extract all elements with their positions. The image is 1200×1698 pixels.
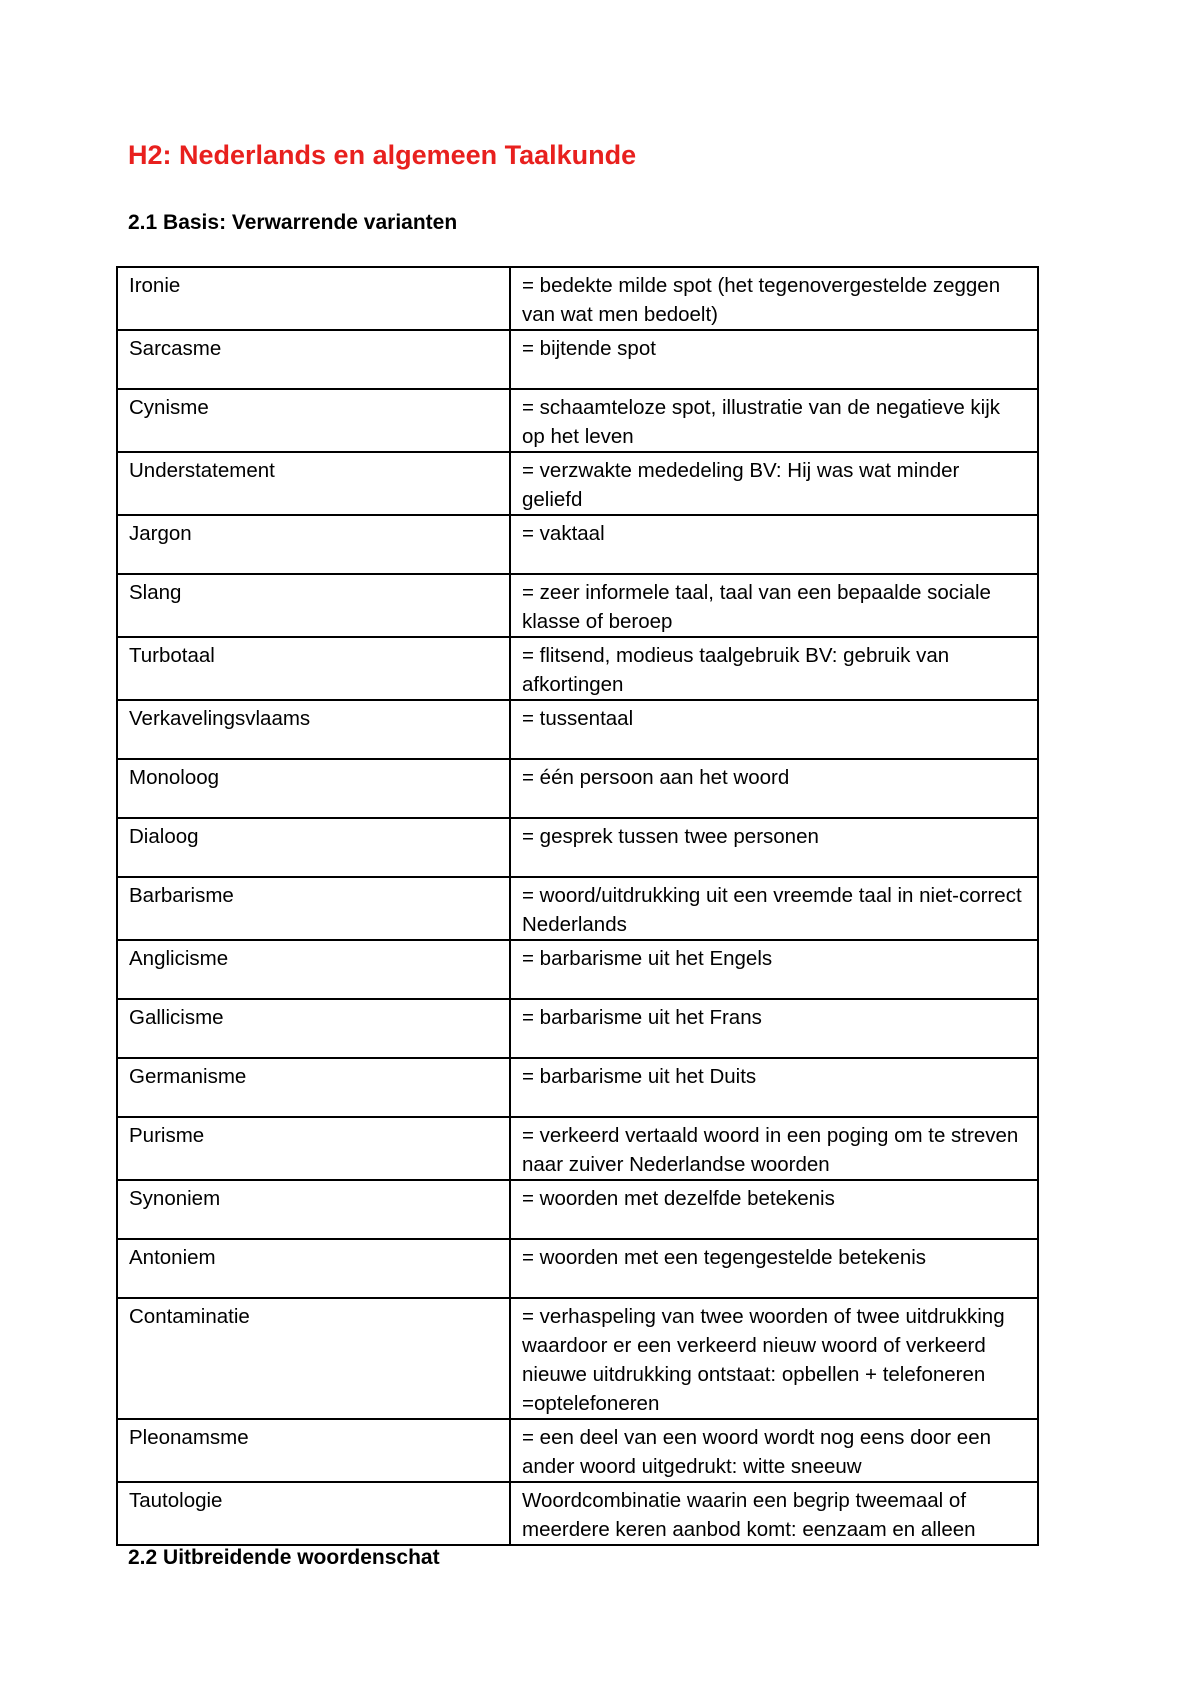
terms-table bbox=[116, 266, 1039, 1546]
table-row bbox=[117, 877, 1038, 940]
table-row bbox=[117, 515, 1038, 574]
term-cell: Contaminatie bbox=[117, 1298, 510, 1419]
term-cell: Synoniem bbox=[117, 1180, 510, 1239]
table-row bbox=[117, 452, 1038, 515]
definition-cell: = flitsend, modieus taalgebruik BV: gebruik van afkortingen bbox=[510, 637, 1038, 700]
table-row bbox=[117, 1419, 1038, 1482]
definition-cell: = verhaspeling van twee woorden of twee uitdrukking waardoor er een verkeerd nieuw woord of verkeerd nieuwe uitdrukking ontstaat: opbellen + telefoneren =optelefoneren bbox=[510, 1298, 1038, 1419]
definition-cell: = gesprek tussen twee personen bbox=[510, 818, 1038, 877]
section-heading-woordenschat: 2.2 Uitbreidende woordenschat bbox=[128, 1546, 440, 1569]
table-row bbox=[117, 759, 1038, 818]
term-cell: Germanisme bbox=[117, 1058, 510, 1117]
table-row bbox=[117, 637, 1038, 700]
term-cell: Ironie bbox=[117, 267, 510, 330]
table-row bbox=[117, 940, 1038, 999]
table-row bbox=[117, 1180, 1038, 1239]
table-row bbox=[117, 267, 1038, 330]
definition-cell: = barbarisme uit het Frans bbox=[510, 999, 1038, 1058]
section-heading-basis: 2.1 Basis: Verwarrende varianten bbox=[128, 211, 458, 234]
definition-cell: = woorden met een tegengestelde betekenis bbox=[510, 1239, 1038, 1298]
table-row bbox=[117, 574, 1038, 637]
definition-cell: = woord/uitdrukking uit een vreemde taal in niet-correct Nederlands bbox=[510, 877, 1038, 940]
definition-cell: = een deel van een woord wordt nog eens door een ander woord uitgedrukt: witte sneeuw bbox=[510, 1419, 1038, 1482]
definition-cell: = bedekte milde spot (het tegenovergestelde zeggen van wat men bedoelt) bbox=[510, 267, 1038, 330]
table-row bbox=[117, 818, 1038, 877]
term-cell: Tautologie bbox=[117, 1482, 510, 1545]
term-cell: Gallicisme bbox=[117, 999, 510, 1058]
term-cell: Purisme bbox=[117, 1117, 510, 1180]
definition-cell: = tussentaal bbox=[510, 700, 1038, 759]
table-row bbox=[117, 700, 1038, 759]
term-cell: Cynisme bbox=[117, 389, 510, 452]
term-cell: Verkavelingsvlaams bbox=[117, 700, 510, 759]
table-row bbox=[117, 1482, 1038, 1545]
definition-cell: = één persoon aan het woord bbox=[510, 759, 1038, 818]
table-row bbox=[117, 1117, 1038, 1180]
definition-cell: = woorden met dezelfde betekenis bbox=[510, 1180, 1038, 1239]
table-row bbox=[117, 1239, 1038, 1298]
definition-cell: = vaktaal bbox=[510, 515, 1038, 574]
term-cell: Jargon bbox=[117, 515, 510, 574]
definition-cell: = verkeerd vertaald woord in een poging om te streven naar zuiver Nederlandse woorden bbox=[510, 1117, 1038, 1180]
table-row bbox=[117, 389, 1038, 452]
table-row bbox=[117, 1058, 1038, 1117]
table-row bbox=[117, 1298, 1038, 1419]
definition-cell: Woordcombinatie waarin een begrip tweemaal of meerdere keren aanbod komt: eenzaam en alleen bbox=[510, 1482, 1038, 1545]
table-row bbox=[117, 330, 1038, 389]
definition-cell: = schaamteloze spot, illustratie van de negatieve kijk op het leven bbox=[510, 389, 1038, 452]
term-cell: Anglicisme bbox=[117, 940, 510, 999]
definition-cell: = bijtende spot bbox=[510, 330, 1038, 389]
term-cell: Sarcasme bbox=[117, 330, 510, 389]
term-cell: Slang bbox=[117, 574, 510, 637]
page-title: H2: Nederlands en algemeen Taalkunde bbox=[128, 140, 637, 170]
term-cell: Monoloog bbox=[117, 759, 510, 818]
definition-cell: = verzwakte mededeling BV: Hij was wat minder geliefd bbox=[510, 452, 1038, 515]
term-cell: Turbotaal bbox=[117, 637, 510, 700]
definition-cell: = barbarisme uit het Engels bbox=[510, 940, 1038, 999]
term-cell: Dialoog bbox=[117, 818, 510, 877]
term-cell: Antoniem bbox=[117, 1239, 510, 1298]
term-cell: Barbarisme bbox=[117, 877, 510, 940]
table-row bbox=[117, 999, 1038, 1058]
term-cell: Pleonamsme bbox=[117, 1419, 510, 1482]
term-cell: Understatement bbox=[117, 452, 510, 515]
definition-cell: = zeer informele taal, taal van een bepaalde sociale klasse of beroep bbox=[510, 574, 1038, 637]
definition-cell: = barbarisme uit het Duits bbox=[510, 1058, 1038, 1117]
